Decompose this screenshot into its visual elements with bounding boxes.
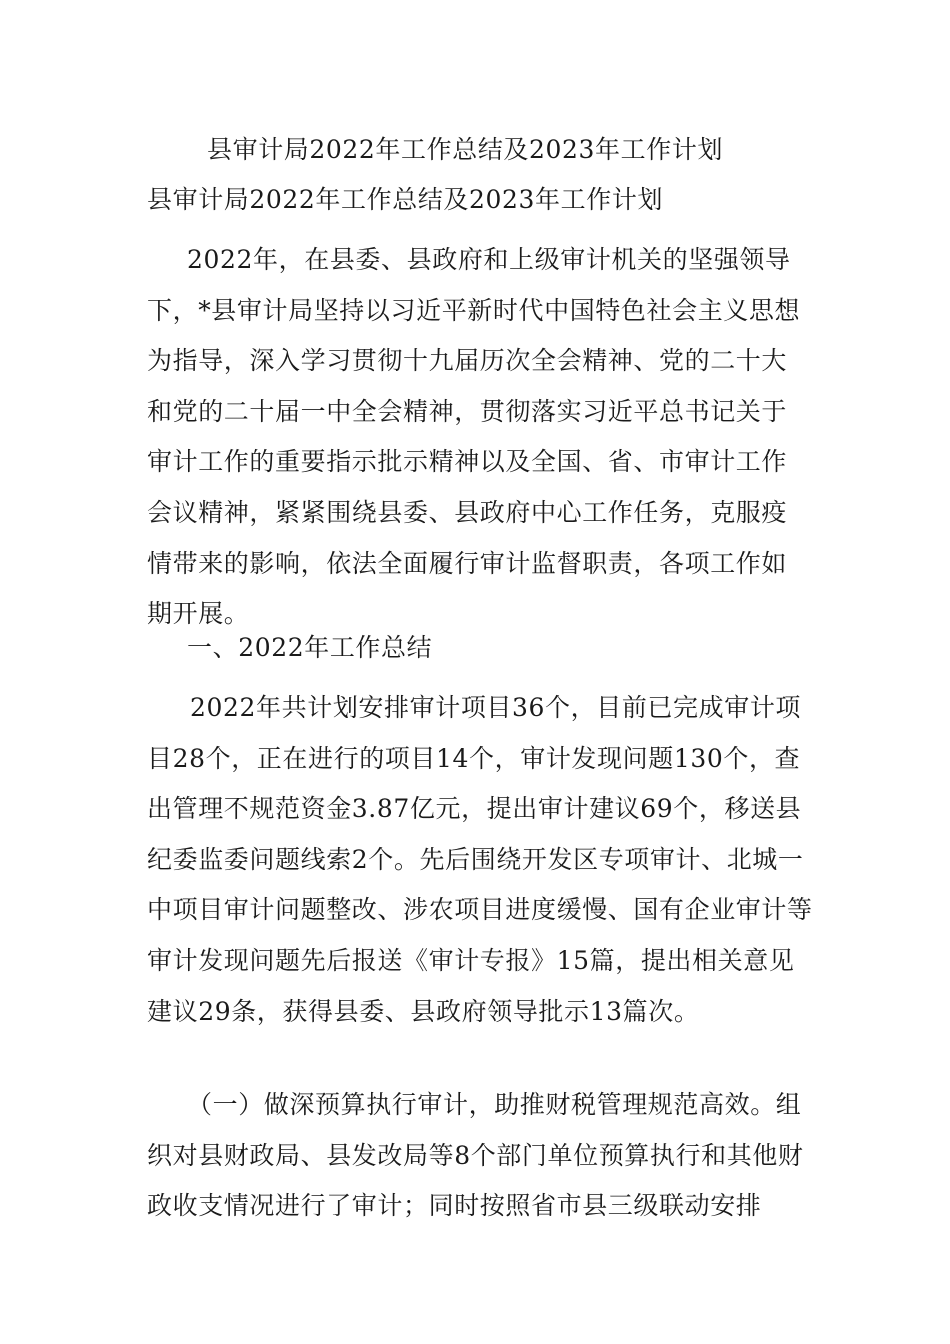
section-heading-summary: 一、2022年工作总结 [187, 633, 433, 662]
document-subtitle: 县审计局2022年工作总结及2023年工作计划 [147, 185, 664, 214]
summary-paragraph: 2022年共计划安排审计项目36个，目前已完成审计项目28个，正在进行的项目14个，审计发现问题130个，查出管理不规范资金3.87亿元，提出审计建议69个，移送县纪委监委问题线索2个。先后围绕开发区专项审计、北城一中项目审计问题整改、涉农项目进度缓慢、国有企业审计等审计发现问题先后报送《审计专报》15篇，提出相关意见建议29条，获得县委、县政府领导批示13篇次。 [147, 693, 813, 1026]
subsection-budget-audit: （一）做深预算执行审计，助推财税管理规范高效。组织对县财政局、县发改局等8个部门单位预算执行和其他财政收支情况进行了审计；同时按照省市县三级联动安排 [147, 1090, 804, 1221]
intro-paragraph: 2022年，在县委、县政府和上级审计机关的坚强领导下，*县审计局坚持以习近平新时代中国特色社会主义思想为指导，深入学习贯彻十九届历次全会精神、党的二十大和党的二十届一中全会精神，贯彻落实习近平总书记关于审计工作的重要指示批示精神以及全国、省、市审计工作会议精神，紧紧围绕县委、县政府中心工作任务，克服疫情带来的影响，依法全面履行审计监督职责，各项工作如期开展。 [147, 245, 801, 629]
document-title: 县审计局2022年工作总结及2023年工作计划 [207, 135, 724, 164]
